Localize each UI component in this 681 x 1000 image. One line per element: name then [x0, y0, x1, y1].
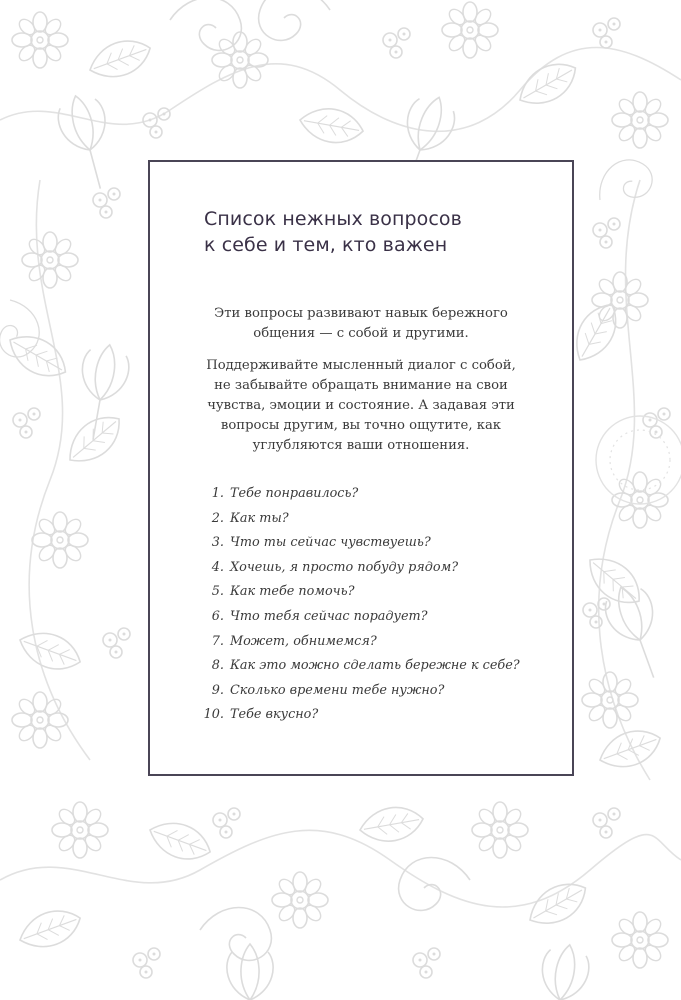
page-title — [204, 206, 564, 258]
list-item-text: Как это можно сделать бережне к себе? — [230, 658, 520, 674]
list-item — [202, 703, 562, 728]
title-line-2: к себе и тем, кто важен — [204, 234, 448, 256]
title-line-1: Список нежных вопросов — [204, 208, 462, 230]
list-item-text: Тебе понравилось? — [230, 486, 359, 501]
list-item — [202, 605, 562, 630]
list-item — [202, 482, 562, 507]
questions-list — [202, 482, 562, 728]
list-item — [202, 654, 562, 679]
list-item-text: Тебе вкусно? — [230, 707, 319, 723]
intro-paragraph-2 — [170, 356, 552, 456]
list-item-number: 3. — [211, 535, 224, 551]
list-item-number: 5. — [211, 584, 224, 600]
list-item-text: Как тебе помочь? — [230, 584, 355, 600]
list-item-text: Сколько времени тебе нужно? — [230, 682, 445, 698]
intro-line: не забывайте обращать внимание на свои — [214, 378, 508, 393]
list-item-number: 1. — [211, 486, 224, 501]
list-item — [202, 507, 562, 532]
list-item — [202, 531, 562, 556]
list-item-number: 8. — [211, 658, 224, 674]
intro-text — [170, 304, 552, 468]
list-item — [202, 630, 562, 655]
intro-paragraph-1 — [170, 304, 552, 344]
list-item-text: Что тебя сейчас порадует? — [230, 608, 428, 624]
list-item — [202, 580, 562, 605]
intro-line: чувства, эмоции и состояние. А задавая эти — [207, 398, 515, 413]
intro-line: Эти вопросы развивают навык бережного — [214, 306, 508, 321]
list-item-number: 6. — [211, 608, 224, 624]
intro-line: углубляются ваши отношения. — [252, 438, 470, 453]
list-item-number: 10. — [203, 707, 224, 723]
intro-line: вопросы другим, вы точно ощутите, как — [220, 418, 502, 433]
intro-line: общения — с собой и другими. — [253, 326, 469, 341]
intro-line: Поддерживайте мысленный диалог с собой, — [206, 358, 516, 373]
list-item-text: Как ты? — [230, 510, 289, 526]
list-item-text: Может, обнимемся? — [230, 633, 377, 649]
list-item-number: 9. — [211, 682, 224, 698]
content-card — [148, 160, 574, 776]
list-item-text: Что ты сейчас чувствуешь? — [230, 535, 431, 551]
list-item-text: Хочешь, я просто побуду рядом? — [230, 559, 459, 575]
list-item — [202, 679, 562, 704]
list-item-number: 2. — [211, 510, 224, 526]
list-item-number: 4. — [211, 559, 224, 575]
list-item-number: 7. — [211, 633, 224, 649]
list-item — [202, 556, 562, 581]
